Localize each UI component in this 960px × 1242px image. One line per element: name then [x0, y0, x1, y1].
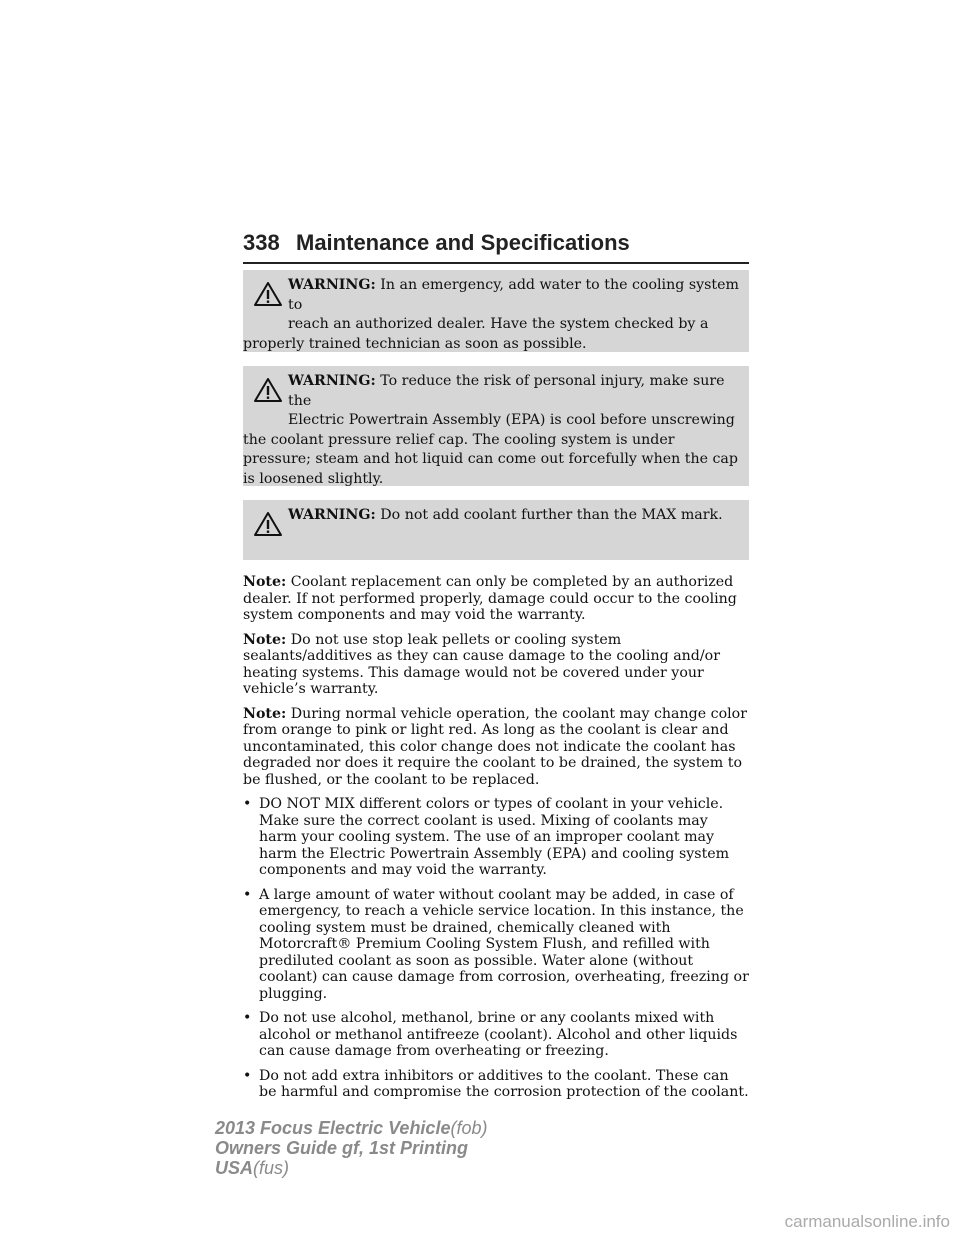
warning-label: WARNING: — [288, 277, 376, 293]
warning-continuation: reach an authorized dealer. Have the system checked by a properly trained technician as soon as possible. — [243, 316, 709, 352]
warning-first-line — [288, 506, 741, 526]
footer-line — [215, 1118, 487, 1138]
warning-first-line — [288, 276, 741, 315]
warning-first-line — [288, 372, 741, 411]
bullet-icon: • — [243, 1067, 252, 1084]
warning-continuation: Electric Powertrain Assembly (EPA) is cool before unscrewing the coolant pressure relief cap. The cooling system is under pressure; steam and hot liquid can come out forcefully when the cap is loosened slightly. — [243, 412, 738, 487]
warning-label: WARNING: — [288, 373, 376, 389]
warning-box — [243, 500, 749, 560]
footer-vehicle-code: (fob) — [450, 1118, 488, 1138]
page-header — [243, 226, 749, 264]
note-label: Note: — [243, 631, 287, 648]
note-paragraph — [243, 706, 749, 789]
warning-box — [243, 270, 749, 352]
warning-text: In an emergency, add water to the cooling system to — [288, 277, 739, 313]
note-text: During normal vehicle operation, the coolant may change color from orange to pink or light red. As long as the coolant is clear and uncontaminated, this color change does not indicate the coolant has degraded nor does it require the coolant to be drained, the system to be flushed, or the coolant to be replaced. — [243, 705, 747, 788]
note-paragraph — [243, 574, 749, 624]
note-label: Note: — [243, 574, 287, 590]
bullet-icon: • — [243, 796, 252, 812]
warning-box — [243, 366, 749, 486]
watermark-link[interactable]: carmanualsonline.info — [784, 1212, 950, 1231]
list-item — [243, 1010, 749, 1060]
bullet-text: A large amount of water without coolant may be added, in case of emergency, to reach a vehicle service location. In this instance, the cooling system must be drained, chemically cleaned with Motorcraft® Premium Cooling System Flush, and refilled with prediluted coolant as soon as possible. Water alone (without coolant) can cause damage from corrosion, overheating, freezing or plugging. — [259, 886, 749, 1002]
footer-region-code: (fus) — [253, 1158, 290, 1178]
footer-line — [215, 1158, 487, 1178]
page-footer — [215, 1118, 487, 1178]
footer-guide: Owners Guide gf, 1st Printing — [215, 1138, 469, 1158]
page-number: 338 — [243, 230, 280, 255]
warning-triangle-icon — [253, 281, 283, 307]
footer-line — [215, 1138, 487, 1158]
bullet-icon: • — [243, 886, 252, 903]
warning-text: Do not add coolant further than the MAX mark. — [380, 507, 723, 523]
warning-label: WARNING: — [288, 507, 376, 523]
bullet-text: DO NOT MIX different colors or types of coolant in your vehicle. Make sure the correct coolant is used. Mixing of coolants may harm your cooling system. The use of an improper coolant may harm the Electric Powertrain Assembly (EPA) and cooling system components and may void the warranty. — [259, 796, 730, 878]
section-title: Maintenance and Specifications — [296, 230, 630, 255]
warning-triangle-icon — [253, 511, 283, 537]
note-label: Note: — [243, 705, 287, 722]
note-text: Coolant replacement can only be completed by an authorized dealer. If not performed properly, damage could occur to the cooling system components and may void the warranty. — [243, 574, 737, 623]
bullet-icon: • — [243, 1010, 252, 1026]
note-paragraph — [243, 632, 749, 698]
warning-triangle-icon — [253, 377, 283, 403]
page-content — [243, 270, 749, 1109]
warning-text: To reduce the risk of personal injury, make sure the — [288, 373, 725, 409]
footer-region: USA — [215, 1158, 254, 1178]
bullet-list — [243, 796, 749, 1101]
footer-vehicle: 2013 Focus Electric Vehicle — [215, 1118, 451, 1138]
note-text: Do not use stop leak pellets or cooling system sealants/additives as they can cause damage to the cooling and/or heating systems. This damage would not be covered under your vehicle’s warranty. — [243, 631, 720, 697]
bullet-text: Do not add extra inhibitors or additives to the coolant. These can be harmful and compromise the corrosion protection of the coolant. — [259, 1067, 749, 1100]
list-item — [243, 887, 749, 1003]
bullet-text: Do not use alcohol, methanol, brine or any coolants mixed with alcohol or methanol antifreeze (coolant). Alcohol and other liquids can cause damage from overheating or freezing. — [259, 1010, 738, 1059]
list-item — [243, 1068, 749, 1101]
list-item — [243, 796, 749, 879]
